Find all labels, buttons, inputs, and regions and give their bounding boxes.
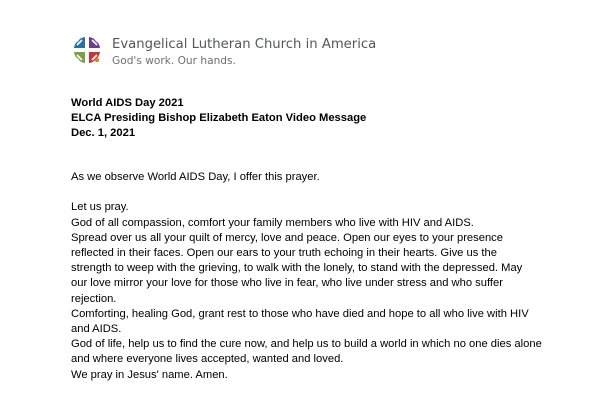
prayer-line: reflected in their faces. Open our ears to your truth echoing in their hearts. Give us the bbox=[71, 247, 497, 259]
heading-date: Dec. 1, 2021 bbox=[71, 127, 136, 140]
heading-subtitle: ELCA Presiding Bishop Elizabeth Eaton Video Message bbox=[71, 112, 367, 125]
logo-text bbox=[112, 34, 376, 67]
logo-name: Evangelical Lutheran Church in America bbox=[112, 36, 377, 52]
intro-paragraph: As we observe World AIDS Day, I offer this prayer. bbox=[71, 171, 320, 183]
prayer-line: Let us pray. bbox=[71, 201, 129, 214]
logo-tagline: God's work. Our hands. bbox=[112, 54, 236, 67]
heading-title: World AIDS Day 2021 bbox=[71, 97, 184, 109]
prayer-line: our love mirror your love for those who live in fear, who live under stress and who suffer bbox=[71, 277, 503, 290]
prayer-line: strength to weep with the grieving, to walk with the lonely, to stand with the depressed. May bbox=[71, 262, 523, 275]
paragraph-spacer bbox=[71, 185, 541, 200]
document-heading bbox=[71, 96, 366, 142]
prayer-line: and AIDS. bbox=[71, 323, 122, 336]
prayer-line: Spread over us all your quilt of mercy, love and peace. Open our eyes to your presence bbox=[71, 231, 503, 244]
prayer-line: We pray in Jesus' name. Amen. bbox=[71, 368, 228, 381]
document-body bbox=[71, 170, 541, 383]
prayer-line: rejection. bbox=[71, 292, 117, 305]
prayer-line: God of all compassion, comfort your family members who live with HIV and AIDS. bbox=[71, 216, 474, 229]
prayer-line: Comforting, healing God, grant rest to those who have died and hope to all who live with HIV bbox=[71, 307, 529, 320]
prayer-line: and where everyone lives accepted, wanted and loved. bbox=[71, 353, 344, 366]
elca-cross-icon bbox=[70, 33, 104, 67]
prayer-line: God of life, help us to find the cure now, and help us to build a world in which no one dies alone bbox=[71, 338, 542, 351]
elca-logo bbox=[70, 33, 376, 67]
